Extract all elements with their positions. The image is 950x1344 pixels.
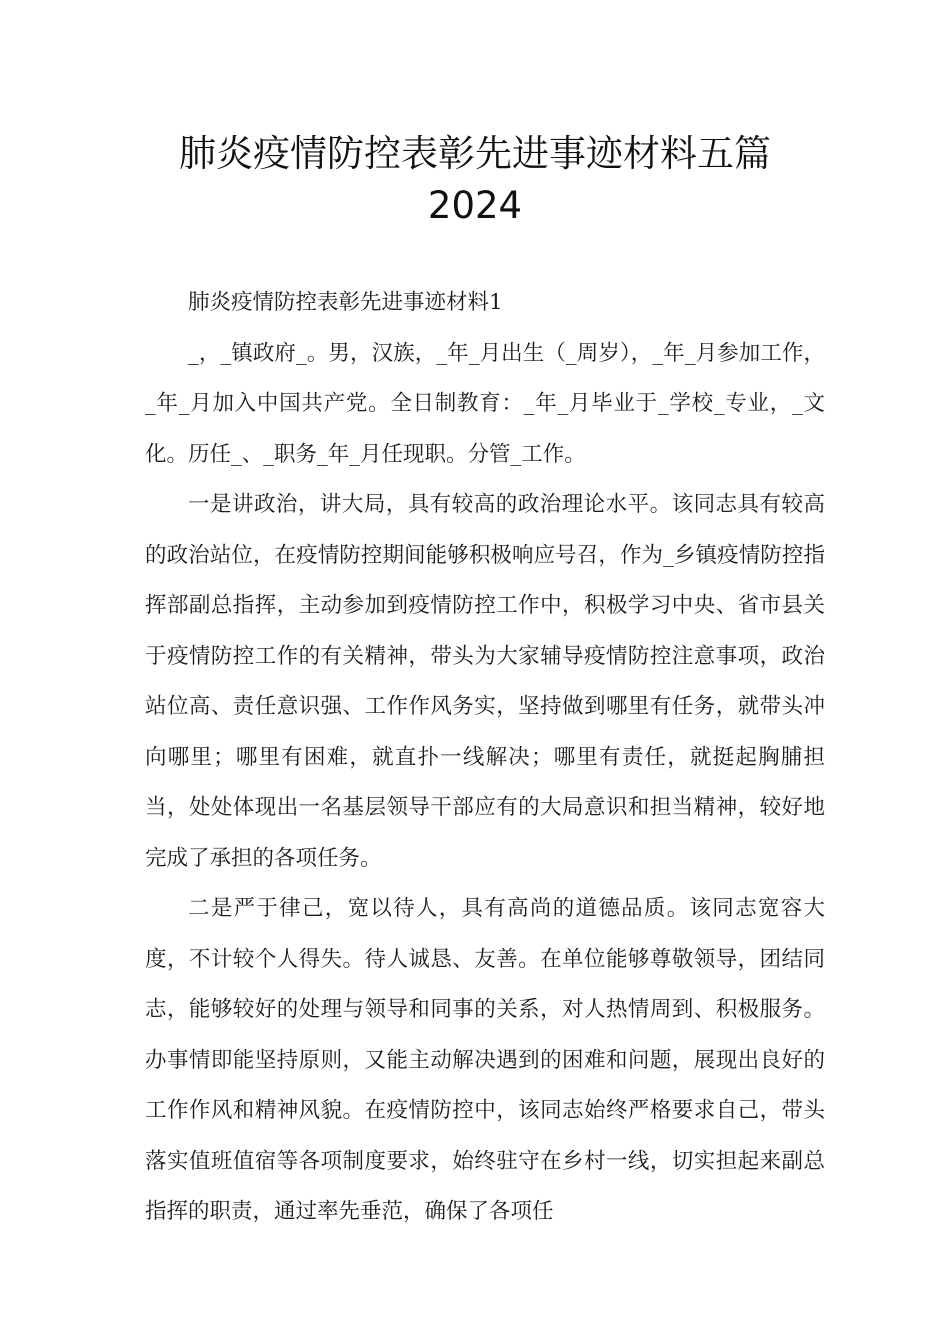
paragraph-profile: _，_镇政府_。男，汉族，_年_月出生（_周岁），_年_月参加工作，_年_月加入中国共产党。全日制教育：_年_月毕业于_学校_专业，_文化。历任_、_职务_年_月任现职。分管_工作。 <box>145 340 825 467</box>
document-title-year: 2024 <box>427 184 523 227</box>
document-body <box>145 278 825 1238</box>
paragraph-morality: 二是严于律己，宽以待人，具有高尚的道德品质。该同志宽容大度，不计较个人得失。待人诚恳、友善。在单位能够尊敬领导，团结同志，能够较好的处理与领导和同事的关系，对人热情周到、积极服务。办事情即能坚持原则，又能主动解决遇到的困难和问题，展现出良好的工作作风和精神风貌。在疫情防控中，该同志始终严格要求自己，带头落实值班值宿等各项制度要求，始终驻守在乡村一线，切实担起来副总指挥的职责，通过率先垂范，确保了各项任 <box>145 896 825 1224</box>
section-heading: 肺炎疫情防控表彰先进事迹材料1 <box>188 290 503 315</box>
paragraph-politics: 一是讲政治，讲大局，具有较高的政治理论水平。该同志具有较高的政治站位，在疫情防控期间能够积极响应号召，作为_乡镇疫情防控指挥部副总指挥，主动参加到疫情防控工作中，积极学习中央、省市县关于疫情防控工作的有关精神，带头为大家辅导疫情防控注意事项，政治站位高、责任意识强、工作作风务实，坚持做到哪里有任务，就带头冲向哪里；哪里有困难，就直扑一线解决；哪里有责任，就挺起胸脯担当，处处体现出一名基层领导干部应有的大局意识和担当精神，较好地完成了承担的各项任务。 <box>145 492 825 871</box>
document-title: 肺炎疫情防控表彰先进事迹材料五篇 <box>179 132 771 175</box>
